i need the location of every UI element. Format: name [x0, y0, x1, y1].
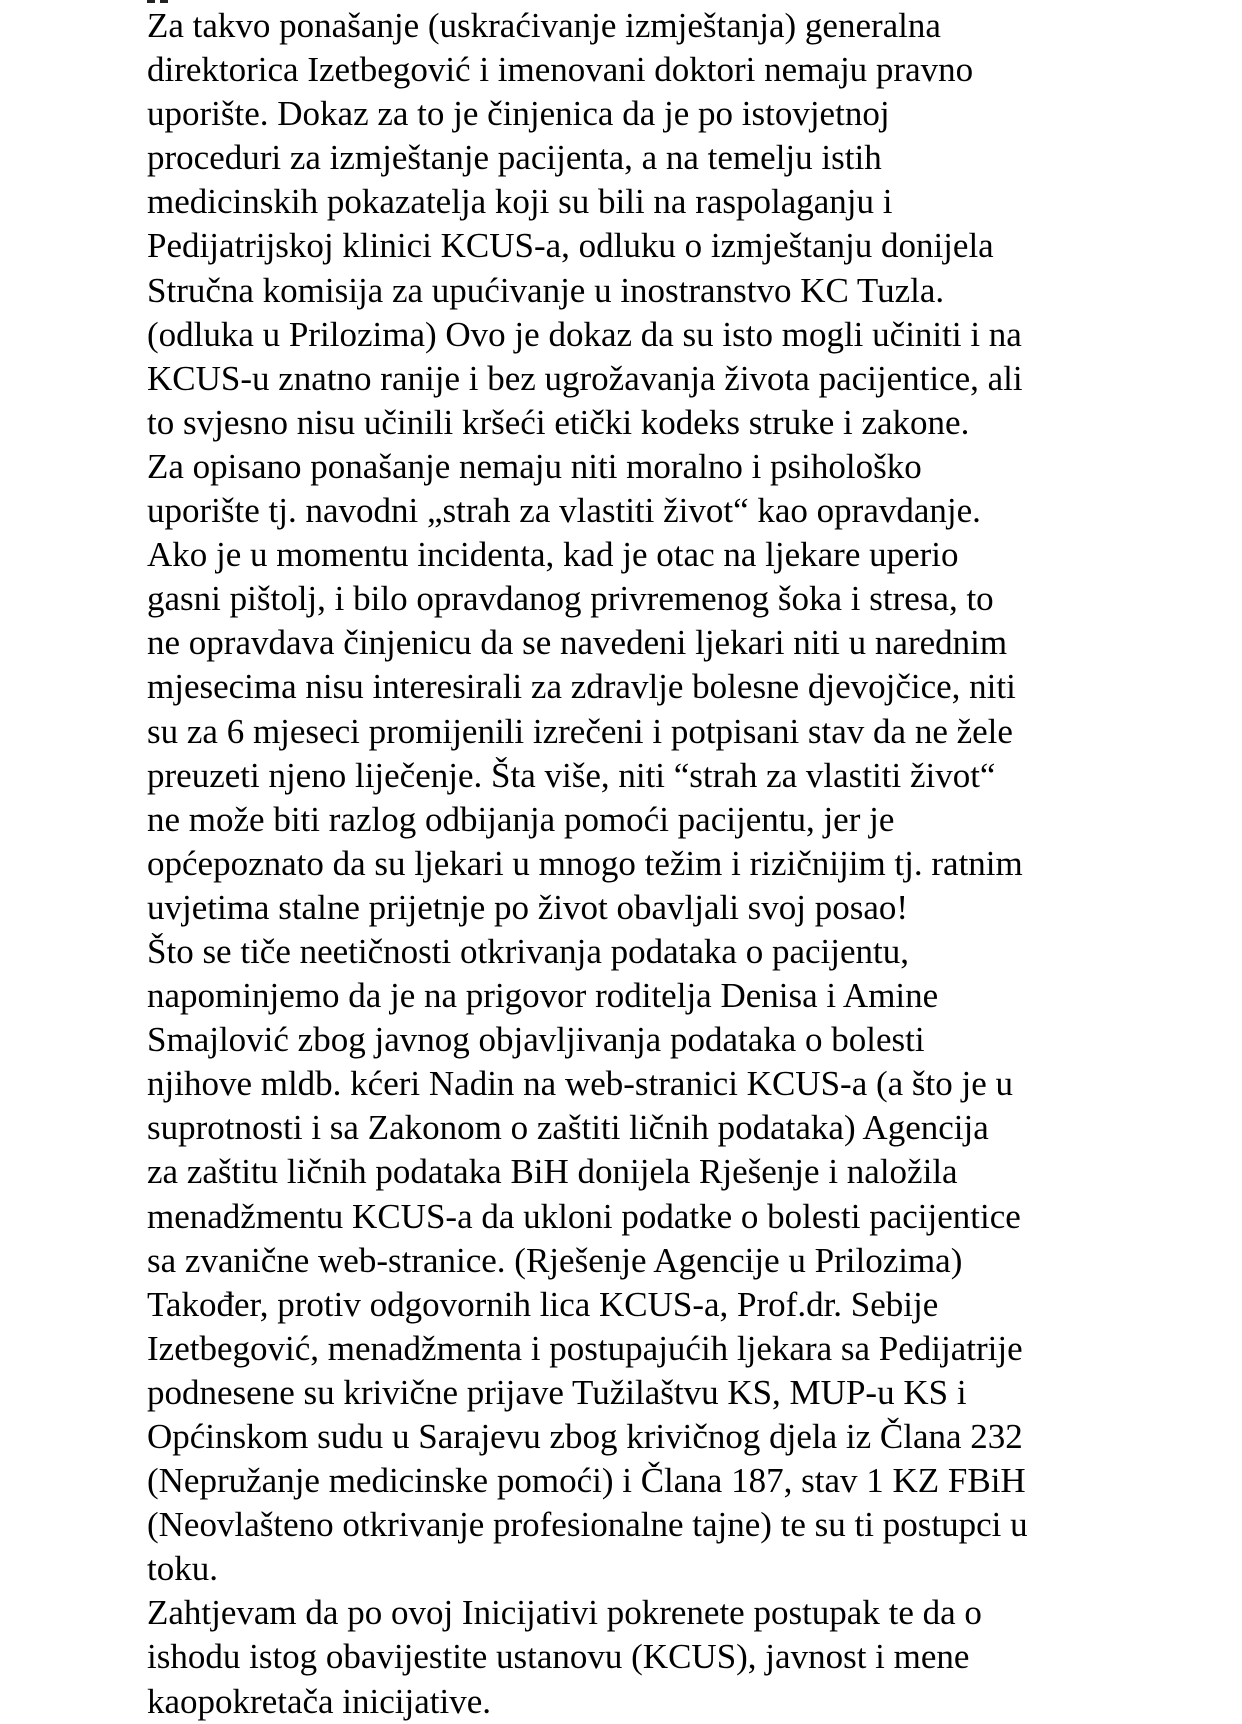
text-line: mjesecima nisu interesirali za zdravlje bolesne djevojčice, niti: [147, 667, 1016, 707]
text-line: KCUS-u znatno ranije i bez ugrožavanja života pacijentice, ali: [147, 358, 1023, 398]
document-text-body: [147, 4, 1227, 1724]
text-line: suprotnosti i sa Zakonom o zaštiti ličnih podataka) Agencija: [147, 1108, 989, 1148]
text-line: sa zvanične web-stranice. (Rješenje Agencije u Prilozima): [147, 1240, 963, 1280]
text-line: Zahtjevam da po ovoj Inicijativi pokrenete postupak te da o: [147, 1593, 982, 1633]
text-line: preuzeti njeno liječenje. Šta više, niti “strah za vlastiti život“: [147, 755, 996, 795]
text-line: to svjesno nisu učinili kršeći etički kodeks struke i zakone.: [147, 402, 970, 442]
text-line: Smajlović zbog javnog objavljivanja podataka o bolesti: [147, 1020, 925, 1060]
text-line: su za 6 mjeseci promijenili izrečeni i potpisani stav da ne žele: [147, 711, 1013, 751]
text-line: direktorica Izetbegović i imenovani doktori nemaju pravno: [147, 50, 974, 90]
text-line: Stručna komisija za upućivanje u inostranstvo KC Tuzla.: [147, 270, 945, 310]
text-line: Što se tiče neetičnosti otkrivanja podataka o pacijentu,: [147, 931, 909, 971]
text-line: ne može biti razlog odbijanja pomoći pacijentu, jer je: [147, 799, 895, 839]
text-line: Općinskom sudu u Sarajevu zbog krivičnog djela iz Člana 232: [147, 1417, 1023, 1456]
text-line: toku.: [147, 1549, 218, 1589]
text-line: za zaštitu ličnih podataka BiH donijela Rješenje i naložila: [147, 1152, 958, 1192]
text-line: (Nepružanje medicinske pomoći) i Člana 187, stav 1 KZ FBiH: [147, 1461, 1026, 1501]
text-line: gasni pištolj, i bilo opravdanog privremenog šoka i stresa, to: [147, 579, 994, 619]
text-line: napominjemo da je na prigovor roditelja Denisa i Amine: [147, 976, 939, 1016]
text-line: uporište. Dokaz za to je činjenica da je po istovjetnoj: [147, 94, 890, 134]
text-line: Za takvo ponašanje (uskraćivanje izmještanja) generalna: [147, 6, 941, 45]
text-line: kaopokretača inicijative.: [147, 1681, 492, 1721]
text-line: Ako je u momentu incidenta, kad je otac na ljekare uperio: [147, 535, 959, 575]
text-line: uporište tj. navodni „strah za vlastiti život“ kao opravdanje.: [147, 491, 981, 531]
cut-off-text-fragment: [147, 0, 173, 3]
text-line: ne opravdava činjenicu da se navedeni ljekari niti u narednim: [147, 623, 1008, 663]
text-line: uvjetima stalne prijetnje po život obavljali svoj posao!: [147, 887, 909, 927]
text-line: njihove mldb. kćeri Nadin na web-stranici KCUS-a (a što je u: [147, 1064, 1014, 1104]
text-line: (odluka u Prilozima) Ovo je dokaz da su isto mogli učiniti i na: [147, 314, 1022, 354]
text-line: općepoznato da su ljekari u mnogo težim i rizičnijim tj. ratnim: [147, 843, 1023, 883]
text-line: menadžmentu KCUS-a da ukloni podatke o bolesti pacijentice: [147, 1196, 1021, 1236]
text-line: podnesene su krivične prijave Tužilaštvu KS, MUP-u KS i: [147, 1372, 967, 1412]
text-line: medicinskih pokazatelja koji su bili na raspolaganju i: [147, 182, 893, 222]
text-line: Za opisano ponašanje nemaju niti moralno i psihološko: [147, 446, 922, 486]
text-line: Pedijatrijskoj klinici KCUS-a, odluku o izmještanju donijela: [147, 226, 994, 266]
text-line: Također, protiv odgovornih lica KCUS-a, Prof.dr. Sebije: [147, 1284, 939, 1324]
text-line: proceduri za izmještanje pacijenta, a na temelju istih: [147, 138, 882, 178]
text-line: (Neovlašteno otkrivanje profesionalne tajne) te su ti postupci u: [147, 1505, 1028, 1545]
text-line: Izetbegović, menadžmenta i postupajućih ljekara sa Pedijatrije: [147, 1328, 1023, 1368]
text-line: ishodu istog obavijestite ustanovu (KCUS), javnost i mene: [147, 1637, 970, 1677]
